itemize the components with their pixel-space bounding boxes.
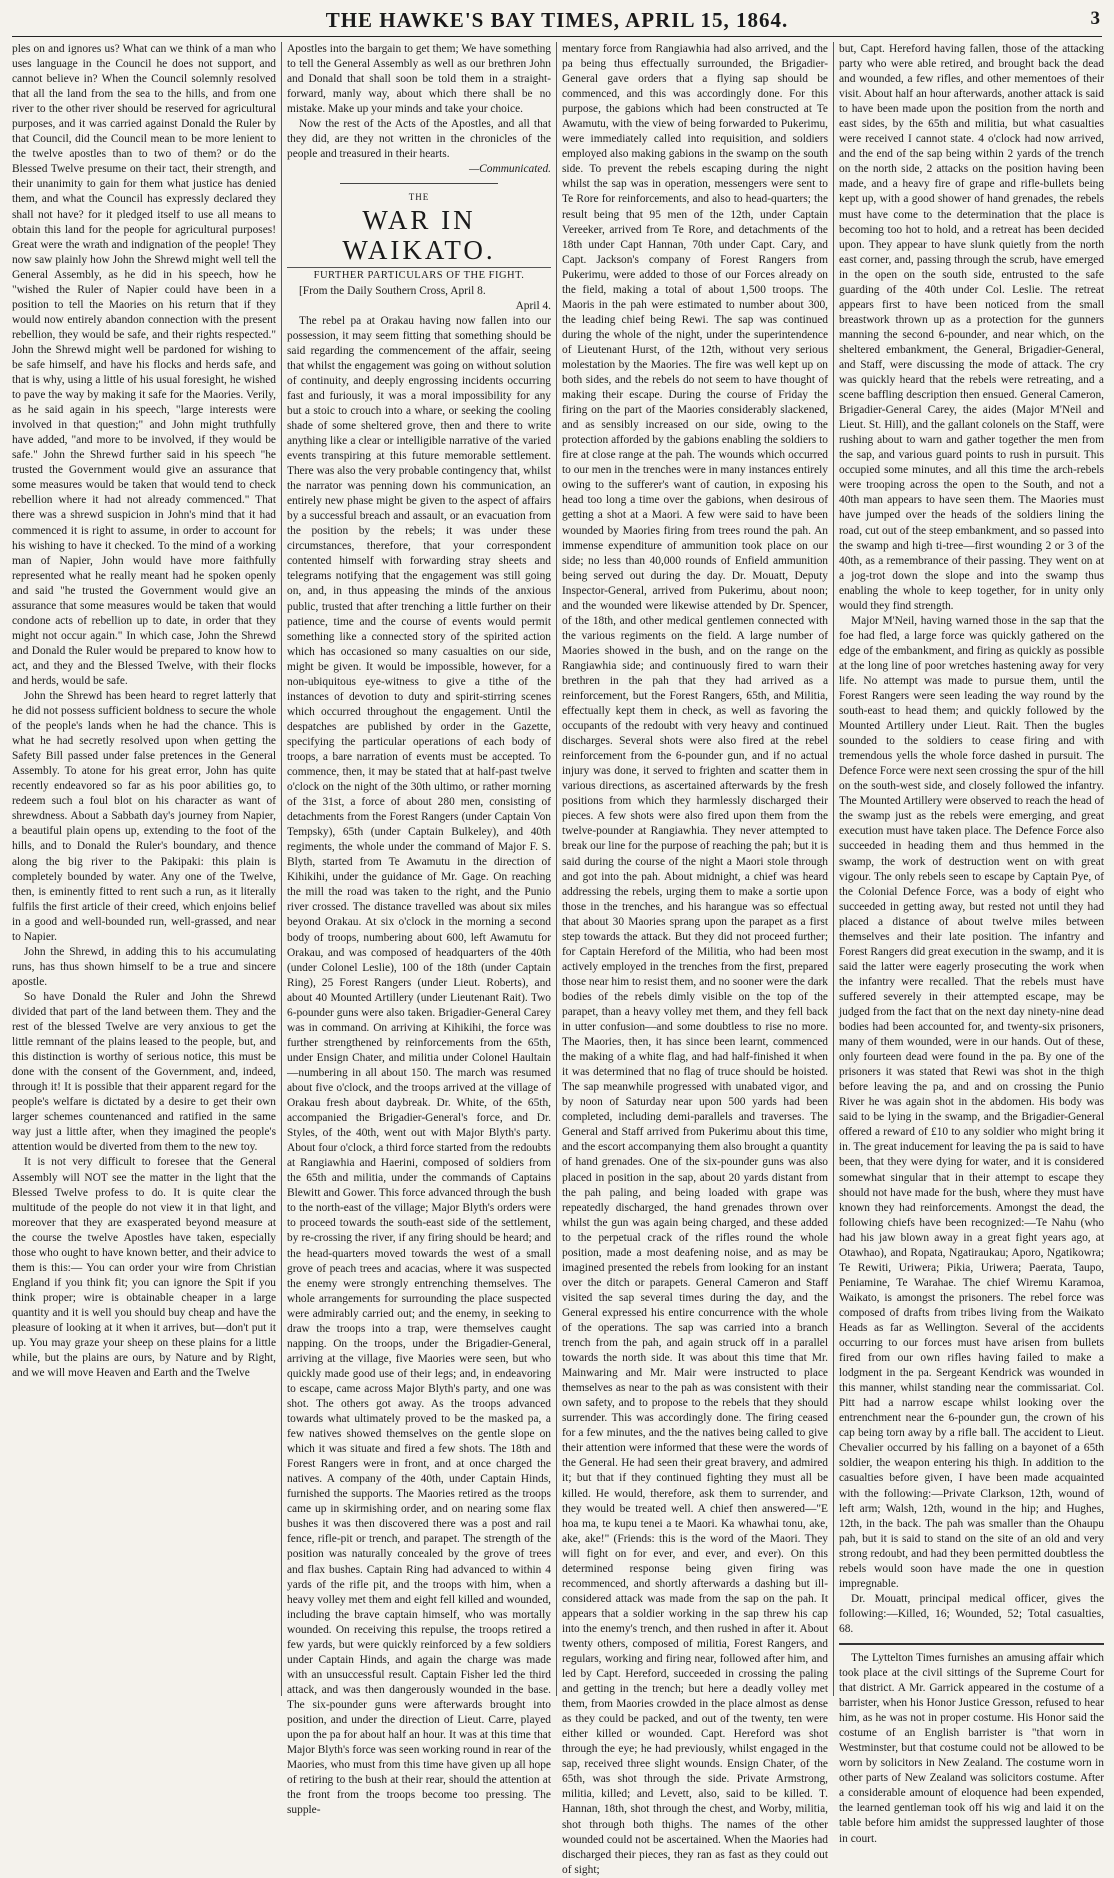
headline: WAR IN WAIKATO. <box>287 205 551 268</box>
col2-paragraph-3: The rebel pa at Orakau having now fallen into our possession, it may seem fitting that something should be said regarding the commencement of the affair, seeing that whilst the engagement was going on without solution of continuity, and deeply engrossing incidents occurring fast and furiously, it was a moral impossibility for any but a stoic to crouch into a whare, or seeking the cooling shade of some sheltered grove, then and there to write anything like a clear or intelligible narrative of the varied events transpiring at this future memorable settlement. There was also the very probable contingency that, whilst the narrator was penning down his communication, an entirely new phase might be given to the aspect of affairs by a successful breach and assault, or an evacuation from the position by the rebels; it was under these circumstances, therefore, that your correspondent contented himself with forwarding stray sheets and telegrams notifying that the engagement was still going on, and, in thus appeasing the minds of the anxious public, trusted that after trenching a little further on their patience, time and the course of events would permit something like a connected story of the spirited action which has occasioned so many casualties on our side, might be given. It would be impossible, however, for a non-ubiquitous eye-witness to give a tithe of the instances of devotion to duty and spirit-stirring scenes which occurred throughout the engagement. Until the despatches are published by order in the Gazette, specifying the particular operations of each body of troops, a bare narration of events must be accepted. To commence, then, it may be stated that at half-past twelve o'clock on the night of the 30th ultimo, or rather morning of the 31st, a force of about 280 men, consisting of detachments from the Forest Rangers (under Captain Von Tempsky), 65th (under Captain Bulkeley), and 40th regiments, the whole under the command of Major F. S. Blyth, started from Te Awamutu in the direction of Kihikihi, under the guidance of Mr. Gage. On reaching the mill the road was taken to the right, and the Punio river crossed. The distance travelled was about six miles beyond Orakau. At six o'clock in the morning a second body of troops, numbering about 600, left Awamutu for Orakau, and was composed of headquarters of the 40th (under Colonel Leslie), 100 of the 18th (under Captain Ring), 25 Forest Rangers (under Lieut. Roberts), and about 40 Mounted Artillery (under Lieutenant Rait). Two 6-pounder guns were also taken. Brigadier-General Carey was in command. On arriving at Kihikihi, the force was further strengthened by reinforcements from the 65th, under Ensign Chater, and militia under Colonel Haultain—numbering in all about 150. The march was resumed about five o'clock, and the troops arrived at the village of Orakau fresh about daybreak. Dr. White, of the 65th, accompanied the Brigadier-General's force, and Dr. Styles, of the 40th, went out with Major Blyth's party. About four o'clock, a third force started from the redoubts at Rangiawhia and Haerini, composed of soldiers from the 65th and militia, under the commands of Captains Blewitt and Gower. This force advanced through the bush to the north-east of the village; Major Blyth's orders were to proceed towards the south-east side of the settlement, by re-crossing the river, if any firing should be heard; and the head-quarters moved towards the west of a small grove of peach trees and acacias, where it was suspected the enemy were strongly entrenching themselves. The whole arrangements for surrounding the place suspected were admirably carried out; and the enemy, in seeking to draw the troops into a trap, were themselves caught napping. On the troops, under the Brigadier-General, arriving at the village, five Maories were seen, but who quickly made good use of their legs; and, in endeavoring to escape, came across Major Blyth's party, and one was shot. The others got away. As the troops advanced towards what ultimately proved to be the masked pa, a few natives showed themselves on the gentle slope on which it was situate and fired a few shots. The 18th and Forest Rangers were in front, and at once charged the natives. A company of the 40th, under Captain Hinds, furnished the supports. The Maories retired as the troops came up in skirmishing order, and on nearing some flax bushes it was then discovered there was a post and rail fence, rifle-pit or trench, and parapet. The strength of the position was naturally concealed by the grove of trees and flax bushes. Captain Ring had advanced to within 4 yards of the rifle pit, and the troops with him, when a heavy volley met them and eight fell killed and wounded, including the brave captain himself, who was mortally wounded. On receiving this repulse, the troops retired a few yards, but were quickly reinforced by a few soldiers under Captain Hinds, and again the charge was made with an unsuccessful result. Captain Fisher led the third attack, and was then dangerously wounded in the base. The six-pounder guns were afterwards brought into position, and under the direction of Lieut. Carre, played upon the pa for about half an hour. It was at this time that Major Blyth's force was seen working round in rear of the Maories, who must from this time have given up all hope of retiring to the bush at their rear, should the attention at the front from the troops become too pressing. The supple- <box>287 314 551 1817</box>
columns <box>12 42 1104 1876</box>
article-signature: —Communicated. <box>469 163 551 176</box>
col1-paragraph-2: John the Shrewd has been heard to regret latterly that he did not possess sufficient boldness to secure the whole of the people's lands when he had the chance. This is what he had secretly resolved upon when getting the Safety Bill passed under false pretences in the General Assembly. To atone for his great error, John has quite recently endeavored so far as his poor abilities go, to redeem such a foul blot on his character as want of shrewdness. About a Sabbath day's journey from Napier, a beautiful plain opens up, extending to the foot of the hills, and to Donald the Ruler's boundary, and thence along the big river to the Pakipaki: this plain is completely bounded by water. Any one of the Twelve, then, is eminently fitted to rent such a run, as it literally fulfils the first article of their creed, which enjoins belief in a good and well-bounded run, well-grassed, and near to Napier. <box>12 690 276 943</box>
col3-paragraph-1: mentary force from Rangiawhia had also arrived, and the pa being thus effectually surrounded, the Brigadier-General gave orders that a flying sap should be commenced, and this was accordingly done. For this purpose, the gabions which had been constructed at Te Awamutu, with the view of being forwarded to Pukerimu, were immediately called into requisition, and soldiers employed also making gabions in the swamp on the south side. To prevent the rebels escaping during the night whilst the sap was in operation, messengers were sent to Te Rore for reinforcements, and also to head-quarters; the result being that 95 men of the 12th, under Captain Vereeker, arrived from Te Rore, and detachments of the 18th under Capt Hannan, 70th under Capt. Cary, and Capt. Jackson's company of Forest Rangers from Pukerimu, were added to those of our Forces already on the field, making a total of about 1,500 troops. The Maoris in the pah were estimated to number about 300, the leading chief being Rewi. The sap was continued during the whole of the night, under the superintendence of Lieutenant Hurst, of the 12th, without very serious molestation by the Maories. The fire was well kept up on both sides, and the rebels do not seem to have thought of making their escape. During the course of Friday the firing on the part of the Maories considerably slackened, and as sensibly increased on our side, owing to the protection afforded by the gabions enabling the soldiers to fire at close range at the pah. The wounds which occurred to our men in the trenches were in many instances entirely owing to the sufferer's want of caution, in exposing his head too long a time over the gabions, when desirous of getting a shot at a Maori. A few were said to have been wounded by Maories firing from trees round the pah. An immense expenditure of ammunition took place on our side; no less than 40,000 rounds of Enfield ammunition being served out during the day. Dr. Mouatt, Deputy Inspector-General, arrived from Pukerimu, about noon; and the wounded were likewise attended by Dr. Spencer, of the 18th, and other medical gentlemen connected with the various regiments on the field. A large number of Maories showed in the bush, and on the range on the Rangiawhia side; and continuously fired to warn their brethren in the pah that they had arrived as a reinforcement, but the Forest Rangers, 65th, and Militia, effectually kept them in check, as well as favoring the occupants of the redoubt with very heavy and continued discharges. Several shots were also fired at the rebel reinforcement from the 6-pounder gun, and if no actual injury was done, it served to frighten and scatter them in various directions, as ascertained afterwards by the fresh positions from which they harmlessly discharged their pieces. A few shots were also fired upon them from the twelve-pounder at Rangiawhia. They never attempted to break our line for the purpose of reaching the pah; but it is said during the course of the night a Maori stole through and got into the pah. About midnight, a chief was heard addressing the rebels, urging them to make a sortie upon those in the trenches, and his harangue was so effectual that about 30 Maories sprang upon the parapet as a first step towards the attack. But they did not proceed further; for Captain Hereford of the Militia, who had been most actively employed in the trenches from the first, prepared those near him to resist them, and no sooner were the dark bodies of the rebels dimly visible on the top of the parapet, than a heavy volley met them, and they fell back in utter confusion—and some doubtless to rise no more. The Maories, then, it has since been learnt, commenced the making of a white flag, and had half-finished it when it was determined that no flag of truce should be hoisted. The sap meanwhile progressed with unabated vigor, and by noon of Saturday near upon 500 yards had been completed, including demi-parallels and traverses. The General and Staff arrived from Pukerimu about this time, and the escort accompanying them also brought a quantity of hand grenades. One of the six-pounder guns was also placed in position in the sap, about 20 yards distant from the pah paling, and being loaded with grape was repeatedly discharged, the hand grenades thrown over whilst the gun was again being charged, and these added to the perpetual crack of the rifles round the whole position, made a most deafening noise, and as may be imagined presented the rebels from looking for an instant over the ditch or parapets. General Cameron and Staff visited the sap several times during the day, and the General expressed his entire concurrence with the whole of the operations. The sap was carried into a branch trench from the pah, and again struck off in a parallel towards the north side. It was about this time that Mr. Mainwaring and Mr. Mair were instructed to place themselves as near to the pah as was consistent with their own safety, and to propose to the rebels that they should surrender. This was accordingly done. The firing ceased for a few minutes, and the the natives being called to give their attention were informed that these were the words of the General. He had seen their great bravery, and admired it; but that if they continued fighting they must all be killed. He would, therefore, ask them to surrender, and they would be treated well. A chief then answered—"E hoa ma, te kupu tenei a te Maori. Ka whawhai tonu, ake, ake, ake!" (Friends: this is the word of the Maori. They will fight on for ever, and ever, and ever). On this determined response being given firing was recommenced, and shortly afterwards a dashing but ill-considered attack was made from the sap on the pah. It appears that a soldier working in the sap threw his cap into the enemy's trench, and then rushed in after it. About twenty others, composed of militia, Forest Rangers, and regulars, working and firing near, followed after him, and led by Capt. Hereford, succeeded in crossing the paling and getting in the trench; but here a deadly volley met them, from Maories crowded in the place almost as dense as they could be packed, and out of the twenty, ten were either killed or wounded. Capt. Hereford was shot through the eye; he had previously, whilst engaged in the sap, received three slight wounds. Ensign Chater, of the 65th, was shot through the side. Private Armstrong, militia, killed; and Levett, also, said to be killed. T. Hannan, 18th, shot through the chest, and Worby, militia, shot through both thighs. The names of the other wounded could not be ascertained. When the Maories had discharged their pieces, they ran as fast as they could out of sight; <box>562 43 828 1876</box>
newspaper-title: THE HAWKE'S BAY TIMES, APRIL 15, 1864. <box>325 8 789 32</box>
col4-paragraph-2: Major M'Neil, having warned those in the sap that the foe had fled, a large force was quickly gathered on the edge of the embankment, and firing as quickly as possible at the long line of poor wretches hastening away for very life. No attempt was made to pursue them, until the Forest Rangers were seen leading the way round by the south-east to head them; and quickly followed by the Mounted Artillery under Lieut. Rait. Then the bugles sounded to the soldiers to cease firing and with tremendous yells the whole force dashed in pursuit. The Defence Force were next seen crossing the spur of the hill on the south-west side, and closely followed the infantry. The Mounted Artillery were observed to reach the head of the swamp just as the rebels were emerging, and great execution must have taken place. The Defence Force also succeeded in heading them and thus hemmed in the swamp, the work of destruction went on with great vigour. The only rebels seen to escape by Captain Pye, of the Colonial Defence Force, was a body of eight who succeeded in getting away, but rested not until they had placed a distance of about twelve miles between themselves and their late position. The infantry and Forest Rangers did great execution in the swamp, and it is said the latter were eagerly prosecuting the work when the infantry were recalled. That the rebels must have suffered severely in their attempted escape, may be judged from the fact that on the next day ninety-nine dead bodies had been accounted for, and twenty-six prisoners, many of them wounded, were in our hands. Out of these, only fourteen dead were found in the pa. By one of the prisoners it was stated that Rewi was shot in the thigh before leaving the pa, and and on crossing the Punio River he was again shot in the abdomen. His body was said to be lying in the swamp, and the Brigadier-General offered a reward of £10 to any soldier who might bring it in. The great inducement for leaving the pa is said to have been, that they were dying for water, and it is considered somewhat singular that in their attempt to escape they should not have made for the bush, where they must have known they had reinforcements. Amongst the dead, the following chiefs have been recognized:—Te Nahu (who had his jaw blown away in a great fight years ago, at Otawhao), and Ropata, Ngatiraukau; Aporo, Ngatikowra; Te Rewiti, Uriwera; Pikia, Uriwera; Paerata, Taupo, Peniamine, Te Warahae. The chief Wiremu Karamoa, Waikato, is amongst the prisoners. The rebel force was composed of drafts from tribes living from the Waikato Heads as far as Wellington. Several of the accidents occurring to our forces must have arisen from bullets fired from our own rifles having failed to make a lodgment in the pa. Sergeant Kendrick was wounded in this manner, whilst standing near the commissariat. Col. Pitt had a narrow escape whilst looking over the entrenchment near the 6-pounder gun, the crown of his cap being torn away by a rifle ball. The accident to Lieut. Chevalier occurred by his falling on a bayonet of a 65th soldier, the weapon entering his thigh. In addition to the casualties before given, I have been made acquainted with the following:—Private Clarkson, 12th, wound of left arm; Walsh, 12th, wound in the hip; and Hughes, 12th, in the back. The pah was smaller than the Ohaupu pah, but it is said to stand on the site of an old and very strong redoubt, and had they been permitted doubtless the rebels would soon have made the one in question impregnable. <box>839 614 1104 1590</box>
col1-paragraph-1: ples on and ignores us? What can we think of a man who uses language in the Council he does not support, and cannot believe in? When the Council solemnly resolved that all the land from the sea to the hills, and from one river to the other river should be reserved for agricultural purposes, and it was carried against Donald the Ruler by that Council, did the Council mean to be more lenient to the twelve apostles than to two of them? or do the Blessed Twelve presume on their tact, their strength, and their unanimity to gain for them what justice has denied them, and what the Council has expressly declared they shall not have? for it pledged itself to use all means to obtain this land for the people for agricultural purposes! Great were the wrath and indignation of the people! They now saw plainly how John the Shrewd might well tell the General Assembly, as he did in his speech, how he "wished the Ruler of Napier could have been in a position to tell the Maories on his return that if they would now entirely abandon connection with the present rebellion, they would be safe, and their rights respected." John the Shrewd might well be pardoned for wishing to be safe himself, and have his flocks and herds safe, and that is why, using a little of his usual foresight, he wished to pave the way by making it safe for the Maories. Verily, as he said again in his speech, "large interests were involved in that question;" and John might truthfully have added, "and more to be involved, if they would be safe." John the Shrewd further said in his speech "he trusted the Government would give an assurance that some measures would be taken that would tend to check rebellion where it had not already commenced." That there was a shrewd suspicion in John's mind that it had commenced it is right to assume, in order to account for his wishing to have it checked. To the mind of a working man of Napier, John would have more faithfully represented what he really meant had he spoken openly and said "he trusted the Government would give an assurance that some measures would be taken that would condone acts of rebellion up to date, in order that they might not occur again." In which case, John the Shrewd and Donald the Ruler would be prepared to know how to act, and they and the Blessed Twelve, with their flocks and herds, would be safe. <box>12 43 276 687</box>
col1-paragraph-4: So have Donald the Ruler and John the Shrewd divided that part of the land between them. They and the rest of the blessed Twelve are very anxious to get the little remnant of the plains leased to the people, but, and this distinction is worthy of serious notice, this must be done with the consent of the Government, and, indeed, through it! It is possible that their apparent regard for the people's welfare is dictated by a desire to get their own larger schemes countenanced and ratified in the same way just a little after, when they imagined the people's attention would be diverted from them to the new toy. <box>12 990 276 1154</box>
col2-paragraph-2: Now the rest of the Acts of the Apostles, and all that they did, are they not written in the chronicles of the people and treasured in their hearts. <box>287 118 551 161</box>
subheadline: FURTHER PARTICULARS OF THE FIGHT. <box>313 270 525 282</box>
page-number: 3 <box>1090 8 1100 29</box>
column-rule <box>281 42 282 1696</box>
column-3 <box>562 42 828 1876</box>
col4-paragraph-4: The Lyttelton Times furnishes an amusing affair which took place at the civil sittings of the Supreme Court for that district. A Mr. Garrick appeared in the costume of a barrister, when his Honor Justice Gresson, refused to hear him, as he was not in proper costume. His Honor said the costume of an English barrister is "that worn in Westminster, but that costume could not be allowed to be worn by solicitors in New Zealand. The costume worn in other parts of New Zealand was solicitors costume. After a considerable amount of eloquence had been expended, the learned gentleman took off his wig and laid it on the table before him amidst the suppressed laughter of those in court. <box>839 1651 1104 1845</box>
column-1 <box>12 42 276 1696</box>
column-rule <box>833 42 834 1696</box>
source-line: [From the Daily Southern Cross, April 8. <box>299 284 486 297</box>
article-separator <box>340 183 498 184</box>
col1-paragraph-5: It is not very difficult to foresee that the General Assembly will NOT see the matter in the light that the Blessed Twelve profess to do. It is quite clear the multitude of the people do not view it in that light, and moreover that they are exasperated beyond measure at the course the twelve Apostles have taken, especially those who ought to have known better, and their advice to them is this:— You can order your wire from Christian England if you think fit; you can ignore the Spit if you think proper; wire is obtainable cheaper in a large quantity and it is well you should buy cheap and have the pleasure of looking at it when it arrives, but—don't put it up. You may graze your sheep on these plains for a little while, but the plains are ours, by Nature and by Right, and we will move Heaven and Earth and the Twelve <box>12 1156 276 1380</box>
col4-paragraph-3: Dr. Mouatt, principal medical officer, gives the following:—Killed, 16; Wounded, 52; Total casualties, 68. <box>839 1592 1104 1635</box>
headline-kicker: THE <box>408 192 430 203</box>
col4-paragraph-1: but, Capt. Hereford having fallen, those of the attacking party who were able retired, and brought back the dead and wounded, a few rifles, and other mementoes of their visit. About half an hour afterwards, another attack is said to have been made upon the position from the north and east sides, by the 65th and militia, but what casualties were received I cannot state. 4 o'clock had now arrived, and the end of the sap being within 2 yards of the trench on the north side, 2 attacks on the position having been made, and a heavy fire of grape and rifle-bullets being kept up, with a good shower of hand grenades, the rebels must have come to the determination that the place is becoming too hot to hold, and a retreat has been decided upon. They appear to have slunk quietly from the north east corner, and, passing through the scrub, have emerged in the open on the south side, entrusted to the safe guarding of the 40th under Col. Leslie. The retreat appears first to have been noticed from the small breastwork thrown up as a protection for the gunners manning the second 6-pounder, and near which, on the sheltered embankment, the General, Brigadier-General, and Staff, were discussing the mode of attack. The cry was quickly heard that the rebels were retreating, and a scene baffling description then ensued. General Cameron, Brigadier-General Carey, the aides (Major M'Neil and Lieut. St. Hill), and the gallant colonels on the Staff, were rushing about to warn and gather together the men from the sap, and various guard points to rush in pursuit. This occupied some minutes, and all this time the arch-rebels were trooping across the open to the South, and not a 40th man appears to have seen them. The Maories must have jumped over the heads of the soldiers lining the road, cut out of the steep embankment, and so passed into the swamp and high ti-tree—first wounding 2 or 3 of the 40th, as a remembrance of their passing. They went on at a jog-trot down the slope and into the swamp thus enabling the whole to keep together, for in unity only would they find strength. <box>839 43 1104 612</box>
column-rule <box>556 42 557 1696</box>
column-4 <box>839 42 1104 1845</box>
col2-paragraph-1: Apostles into the bargain to get them; We have something to tell the General Assembly as well as our brethren John and Donald that shall soon be told them in a straight-forward, manly way, about which there shall be no mistake. Make up your minds and take your choice. <box>287 43 551 116</box>
article-end-rule <box>839 1643 1104 1645</box>
column-2 <box>287 42 551 1817</box>
col1-paragraph-3: John the Shrewd, in adding this to his accumulating runs, has thus shown himself to be a true and sincere apostle. <box>12 945 276 988</box>
dateline: April 4. <box>515 299 551 312</box>
masthead <box>12 6 1102 37</box>
